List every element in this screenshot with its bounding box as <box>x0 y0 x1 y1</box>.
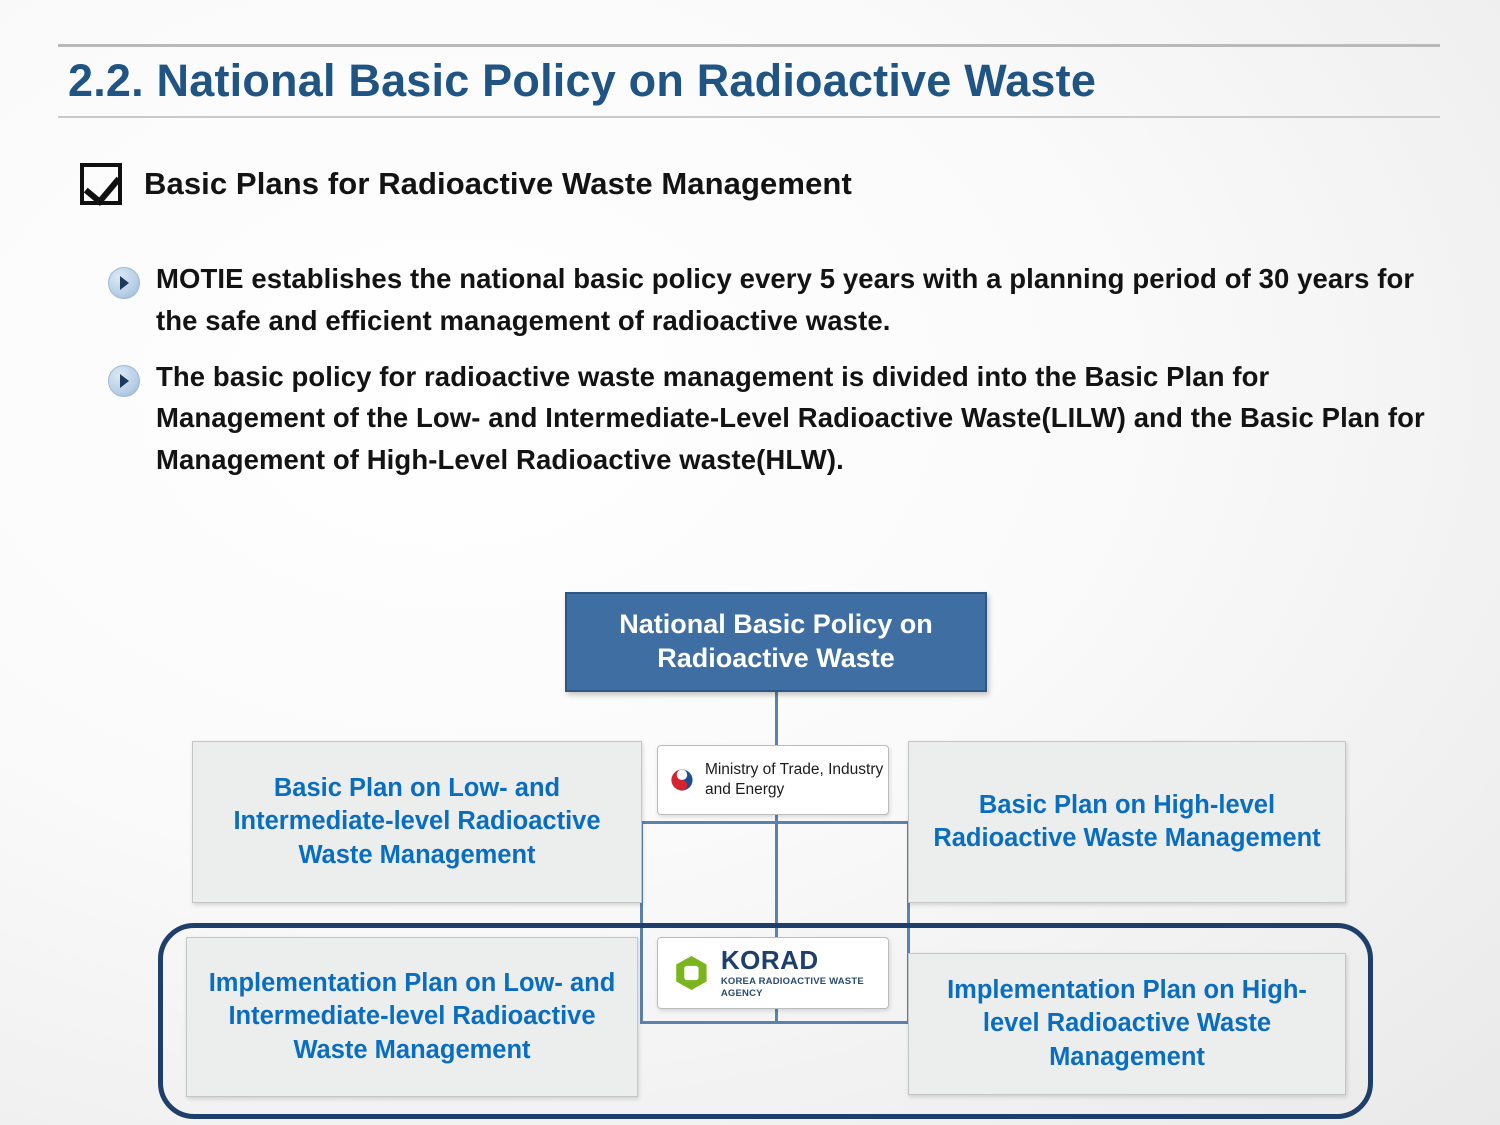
slide-header <box>58 44 1440 118</box>
taegeuk-icon <box>668 760 696 800</box>
title-rule-bottom <box>58 116 1440 118</box>
diagram-node-basic-plan-hlw: Basic Plan on High-level Radioactive Waste Management <box>908 741 1346 903</box>
checkbox-icon <box>80 163 122 205</box>
diagram-node-national-basic-policy: National Basic Policy on Radioactive Waste <box>565 592 987 692</box>
triangle-bullet-icon <box>108 267 140 299</box>
org-diagram <box>0 575 1500 1125</box>
korad-logo-subtitle: KOREA RADIOACTIVE WASTE AGENCY <box>720 975 864 999</box>
connector-horizontal-top <box>640 821 910 824</box>
list-item <box>108 356 1438 481</box>
diagram-node-basic-plan-lilw: Basic Plan on Low- and Intermediate-level Radioactive Waste Management <box>192 741 642 903</box>
page-title: 2.2. National Basic Policy on Radioactive Waste <box>68 55 1097 106</box>
triangle-bullet-icon <box>108 365 140 397</box>
motie-logo-label: Ministry of Trade, Industry and Energy <box>704 761 884 798</box>
section-heading <box>80 163 852 205</box>
bullet-text: MOTIE establishes the national basic policy every 5 years with a planning period of 30 years for the safe and efficient management of radioactive waste. <box>156 263 1415 336</box>
korad-logo-chip <box>657 937 889 1009</box>
section-heading-label: Basic Plans for Radioactive Waste Management <box>144 166 852 201</box>
korad-logo-title: KORAD <box>720 944 819 975</box>
bullet-list <box>108 258 1438 495</box>
korad-logo-text <box>720 944 888 1000</box>
diagram-node-implementation-plan-hlw: Implementation Plan on High-level Radioactive Waste Management <box>908 953 1346 1095</box>
list-item <box>108 258 1438 342</box>
korad-hexagon-icon <box>670 949 713 997</box>
bullet-text: The basic policy for radioactive waste management is divided into the Basic Plan for Management of the Low- and Intermediate-Level Radioactive Waste(LILW) and the Basic Plan for Management of High-Level Radioactive waste(HLW). <box>156 360 1425 476</box>
motie-logo-chip <box>657 745 889 815</box>
diagram-node-implementation-plan-lilw: Implementation Plan on Low- and Intermediate-level Radioactive Waste Management <box>186 937 638 1097</box>
